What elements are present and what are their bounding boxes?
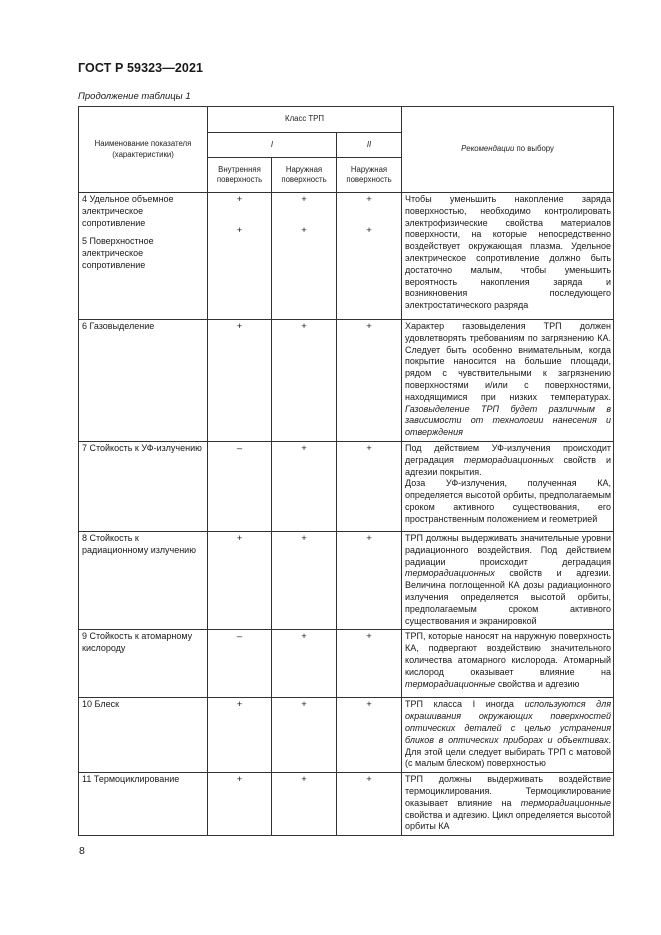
document-code: ГОСТ Р 59323—2021 xyxy=(78,61,204,75)
mark-inner: + xyxy=(208,698,272,773)
table-caption: Продолжение таблицы 1 xyxy=(78,91,191,102)
mark-outer-2: + xyxy=(337,630,402,698)
recommendation-text: ТРП класса I иногда используются для окрашивания окружающих поверхностей оптических деталей с целью устранения бликов в оптических приборах и объективах. Для этой цели следует выбирать ТРП с матовой (с малым блеском) поверхностью xyxy=(402,698,614,773)
row-name: 7 Стойкость к УФ-излучению xyxy=(79,442,208,532)
recommendation-text: ТРП должны выдерживать значительные уровни радиационного воздействия. Под действием радиации происходит деградация терморадиационных свойств и адгезии. Величина поглощенной КА дозы радиационного излучения определяется высотой орбиты, предполагаемым сроком активного существования и экранировкой xyxy=(402,532,614,630)
mark-outer-2: + xyxy=(337,532,402,630)
header-outer-surface-class-1: Наружная поверхность xyxy=(272,158,337,193)
mark-outer-1: + xyxy=(272,532,337,630)
mark-outer-1: + xyxy=(272,320,337,442)
table-row xyxy=(79,193,614,320)
mark-outer-1: + xyxy=(272,773,337,836)
recommendation-text: ТРП, которые наносят на наружную поверхность КА, подвергают воздействию значительного количества атомарного кислорода. Атомарный кислород оказывает влияние на терморадиационные свойства и адгезию xyxy=(402,630,614,698)
row-name: 11 Термоциклирование xyxy=(79,773,208,836)
mark-outer-2: + xyxy=(337,320,402,442)
mark-inner: – xyxy=(208,630,272,698)
mark-outer-2: + xyxy=(337,442,402,532)
mark-inner: + xyxy=(208,532,272,630)
mark-inner: + xyxy=(208,320,272,442)
recommendation-text: ТРП должны выдерживать воздействие термоциклирования. Термоциклирование оказывает влияние на терморадиационные свойства и адгезию. Цикл определяется высотой орбиты КА xyxy=(402,773,614,836)
header-indicator-name: Наименование показателя (характеристики) xyxy=(79,107,208,193)
mark-outer-1: + xyxy=(272,442,337,532)
header-inner-surface: Внутренняя поверхность xyxy=(208,158,272,193)
header-outer-surface-class-2: Наружная поверхность xyxy=(337,158,402,193)
header-trp-class: Класс ТРП xyxy=(208,107,402,133)
table-row xyxy=(79,442,614,532)
header-class-1: I xyxy=(208,133,337,158)
mark-outer-2: + xyxy=(337,698,402,773)
row-name: 8 Стойкость к радиационному излучению xyxy=(79,532,208,630)
recommendation-text: Под действием УФ-излучения происходит деградация терморадиационных свойств и адгезии покрытия. Доза УФ-излучения, полученная КА, определяется высотой орбиты, предполагаемым сроком активного существования, его пространственным положением и геометрией xyxy=(402,442,614,532)
recommendation-text: Чтобы уменьшить накопление заряда поверхностью, необходимо контролировать электрофизические свойства материалов поверхности, на которые непосредственно воздействует окружающая плазма. Удельное электрическое сопротивление должно быть достаточно малым, чтобы уменьшить вероятность накопления заряда и возникновения последующего электростатического разряда xyxy=(402,193,614,320)
table-row xyxy=(79,630,614,698)
row-name: 4 Удельное объемное электрическое сопротивление 5 Поверхностное электрическое сопротивление xyxy=(79,193,208,320)
mark-inner: + xyxy=(208,773,272,836)
table-row xyxy=(79,320,614,442)
mark-inner: + + xyxy=(208,193,272,320)
row-name: 6 Газовыделение xyxy=(79,320,208,442)
mark-inner: – xyxy=(208,442,272,532)
mark-outer-2: + xyxy=(337,773,402,836)
row-name: 9 Стойкость к атомарному кислороду xyxy=(79,630,208,698)
table-row xyxy=(79,532,614,630)
table-row xyxy=(79,698,614,773)
page-number: 8 xyxy=(79,845,85,857)
mark-outer-2: + + xyxy=(337,193,402,320)
header-recommendations: Рекомендации по выбору xyxy=(402,107,614,193)
header-class-2: II xyxy=(337,133,402,158)
properties-table xyxy=(78,106,614,836)
mark-outer-1: + xyxy=(272,698,337,773)
recommendation-text: Характер газовыделения ТРП должен удовлетворять требованиям по загрязнению КА. Следует быть особенно внимательным, когда покрытие наносится на большие площади, рядом с чувствительными к загрязнению поверхностями и/или с поверхностями, находящимися при низких температурах. Газовыделение ТРП будет различным в зависимости от технологии нанесения и отверждения xyxy=(402,320,614,442)
mark-outer-1: + + xyxy=(272,193,337,320)
mark-outer-1: + xyxy=(272,630,337,698)
table-row xyxy=(79,773,614,836)
row-name: 10 Блеск xyxy=(79,698,208,773)
